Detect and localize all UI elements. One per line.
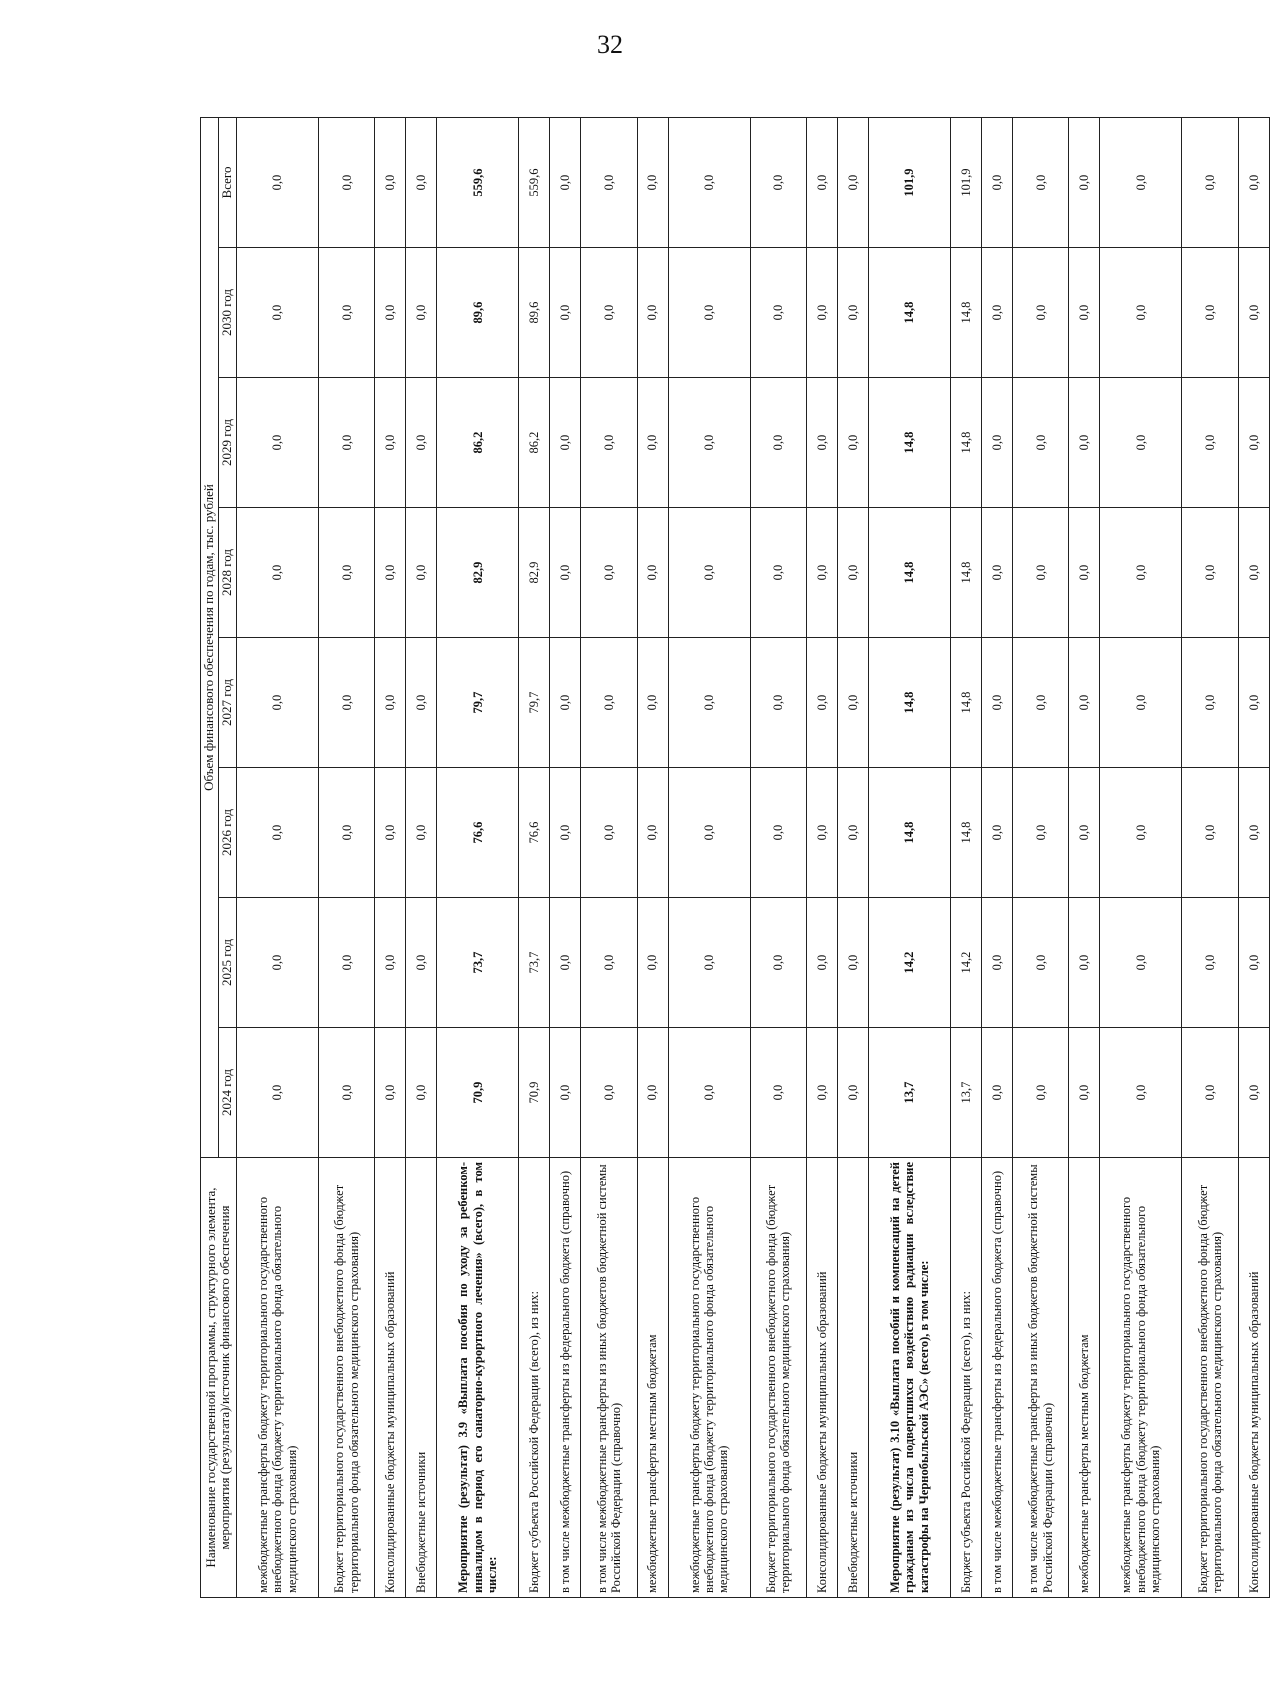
row-value: 0,0	[406, 248, 437, 378]
row-value: 0,0	[838, 248, 869, 378]
row-value: 0,0	[1238, 1028, 1269, 1158]
row-value: 76,6	[519, 768, 550, 898]
row-value: 0,0	[1069, 768, 1100, 898]
row-value: 82,9	[437, 508, 519, 638]
row-value: 82,9	[519, 508, 550, 638]
header-year-6: 2030 год	[218, 248, 236, 378]
row-value: 0,0	[668, 898, 750, 1028]
row-value: 101,9	[951, 117, 982, 247]
header-year-3: 2027 год	[218, 638, 236, 768]
row-value: 70,9	[437, 1028, 519, 1158]
header-year-5: 2029 год	[218, 378, 236, 508]
row-value: 14,8	[951, 378, 982, 508]
row-value: 0,0	[750, 117, 807, 247]
row-value: 0,0	[750, 638, 807, 768]
row-value: 0,0	[1012, 1028, 1069, 1158]
row-label: Бюджет субъекта Российской Федерации (всего), из них:	[951, 1158, 982, 1598]
row-value: 0,0	[375, 898, 406, 1028]
row-value: 89,6	[519, 248, 550, 378]
row-value: 0,0	[668, 248, 750, 378]
row-label: Мероприятие (результат) 3.10 «Выплата пособий и компенсаций на детей гражданам из числа подвергшихся воздействию радиации вследствие катастрофы на Чернобыльской АЭС» (всего), в том числе:	[869, 1158, 951, 1598]
row-value: 0,0	[807, 768, 838, 898]
row-value: 0,0	[807, 1028, 838, 1158]
table-row	[869, 117, 951, 1597]
row-value: 0,0	[375, 508, 406, 638]
row-label: Бюджет субъекта Российской Федерации (всего), из них:	[519, 1158, 550, 1598]
row-value: 73,7	[437, 898, 519, 1028]
row-value: 0,0	[236, 508, 318, 638]
row-value: 0,0	[550, 508, 581, 638]
row-value: 0,0	[318, 1028, 375, 1158]
table-row	[1069, 117, 1100, 1597]
row-value: 0,0	[1012, 508, 1069, 638]
row-value: 14,8	[869, 378, 951, 508]
table-row	[550, 117, 581, 1597]
row-value: 14,2	[951, 898, 982, 1028]
row-label: в том числе межбюджетные трансферты из иных бюджетов бюджетной системы Российской Федерации (справочно)	[1012, 1158, 1069, 1598]
row-value: 0,0	[982, 898, 1013, 1028]
row-value: 0,0	[1238, 898, 1269, 1028]
row-label: межбюджетные трансферты бюджету территориального государственного внебюджетного фонда (бюджету территориального фонда обязательного медицинского страхования)	[1100, 1158, 1182, 1598]
rotated-table-frame	[200, 118, 1270, 1598]
row-value: 0,0	[1069, 898, 1100, 1028]
row-value: 0,0	[637, 768, 668, 898]
row-value: 0,0	[550, 898, 581, 1028]
row-value: 0,0	[236, 898, 318, 1028]
row-value: 0,0	[318, 638, 375, 768]
row-value: 0,0	[668, 378, 750, 508]
header-row-top	[201, 117, 219, 1597]
row-value: 0,0	[637, 378, 668, 508]
row-value: 559,6	[437, 117, 519, 247]
row-value: 0,0	[550, 638, 581, 768]
row-value: 86,2	[437, 378, 519, 508]
row-value: 0,0	[1182, 638, 1239, 768]
row-value: 0,0	[838, 117, 869, 247]
row-value: 0,0	[1069, 117, 1100, 247]
table-row	[375, 117, 406, 1597]
row-label: межбюджетные трансферты местным бюджетам	[637, 1158, 668, 1598]
row-label: Бюджет территориального государственного внебюджетного фонда (бюджет территориального фонда обязательного медицинского страхования)	[318, 1158, 375, 1598]
row-label: Консолидированные бюджеты муниципальных образований	[375, 1158, 406, 1598]
table-body	[236, 117, 1269, 1597]
row-value: 0,0	[982, 768, 1013, 898]
row-value: 0,0	[1069, 248, 1100, 378]
row-value: 0,0	[406, 117, 437, 247]
row-value: 0,0	[1012, 768, 1069, 898]
row-value: 0,0	[581, 378, 638, 508]
row-value: 0,0	[1012, 638, 1069, 768]
row-value: 0,0	[375, 768, 406, 898]
row-value: 0,0	[750, 898, 807, 1028]
header-year-4: 2028 год	[218, 508, 236, 638]
table-row	[1012, 117, 1069, 1597]
row-value: 0,0	[838, 1028, 869, 1158]
row-value: 0,0	[838, 768, 869, 898]
row-value: 0,0	[1012, 378, 1069, 508]
row-label: Мероприятие (результат) 3.9 «Выплата пособия по уходу за ребенком-инвалидом в период его санаторно-курортного лечения» (всего), в том числе:	[437, 1158, 519, 1598]
table-row	[1100, 117, 1182, 1597]
row-value: 0,0	[668, 768, 750, 898]
row-value: 0,0	[1069, 508, 1100, 638]
row-value: 101,9	[869, 117, 951, 247]
row-value: 0,0	[807, 638, 838, 768]
row-value: 0,0	[807, 378, 838, 508]
row-label: межбюджетные трансферты бюджету территориального государственного внебюджетного фонда (бюджету территориального фонда обязательного медицинского страхования)	[668, 1158, 750, 1598]
row-value: 0,0	[581, 248, 638, 378]
row-value: 0,0	[1238, 117, 1269, 247]
table-row	[750, 117, 807, 1597]
row-value: 0,0	[750, 508, 807, 638]
financing-table	[200, 117, 1270, 1598]
row-value: 0,0	[318, 508, 375, 638]
row-value: 0,0	[406, 1028, 437, 1158]
row-value: 0,0	[406, 508, 437, 638]
row-value: 0,0	[668, 1028, 750, 1158]
row-value: 0,0	[668, 508, 750, 638]
header-group-title: Объем финансового обеспечения по годам, тыс. рублей	[201, 117, 219, 1157]
row-value: 0,0	[1100, 768, 1182, 898]
header-name-column: Наименование государственной программы, структурного элемента, мероприятия (результата)/источник финансового обеспечения	[201, 1158, 237, 1598]
row-value: 73,7	[519, 898, 550, 1028]
row-value: 14,8	[869, 508, 951, 638]
row-value: 559,6	[519, 117, 550, 247]
row-label: межбюджетные трансферты бюджету территориального государственного внебюджетного фонда (бюджету территориального фонда обязательного медицинского страхования)	[236, 1158, 318, 1598]
row-value: 0,0	[637, 508, 668, 638]
row-label: Внебюджетные источники	[406, 1158, 437, 1598]
row-value: 0,0	[318, 768, 375, 898]
row-value: 0,0	[1182, 508, 1239, 638]
row-value: 0,0	[637, 248, 668, 378]
table-row	[1238, 117, 1269, 1597]
row-value: 0,0	[838, 638, 869, 768]
row-value: 0,0	[236, 1028, 318, 1158]
row-value: 0,0	[581, 1028, 638, 1158]
row-value: 0,0	[637, 898, 668, 1028]
row-value: 0,0	[406, 638, 437, 768]
table-row	[236, 117, 318, 1597]
table-row	[668, 117, 750, 1597]
row-value: 13,7	[869, 1028, 951, 1158]
table-row	[1182, 117, 1239, 1597]
row-value: 0,0	[637, 638, 668, 768]
table-row	[318, 117, 375, 1597]
row-value: 0,0	[807, 248, 838, 378]
row-value: 0,0	[236, 248, 318, 378]
row-value: 0,0	[1100, 248, 1182, 378]
row-value: 0,0	[750, 378, 807, 508]
row-value: 0,0	[1238, 248, 1269, 378]
row-value: 0,0	[750, 1028, 807, 1158]
row-value: 0,0	[637, 1028, 668, 1158]
row-value: 0,0	[550, 1028, 581, 1158]
header-year-2: 2026 год	[218, 768, 236, 898]
row-value: 70,9	[519, 1028, 550, 1158]
table-row	[581, 117, 638, 1597]
row-label: Бюджет территориального государственного внебюджетного фонда (бюджет территориального фонда обязательного медицинского страхования)	[750, 1158, 807, 1598]
table-row	[519, 117, 550, 1597]
row-value: 14,8	[951, 248, 982, 378]
page-number: 32	[597, 30, 623, 59]
row-label: Бюджет территориального государственного внебюджетного фонда (бюджет территориального фонда обязательного медицинского страхования)	[1182, 1158, 1239, 1598]
row-value: 0,0	[1182, 117, 1239, 247]
row-value: 14,8	[869, 248, 951, 378]
row-label: Консолидированные бюджеты муниципальных образований	[1238, 1158, 1269, 1598]
row-value: 76,6	[437, 768, 519, 898]
row-value: 0,0	[318, 378, 375, 508]
table-row	[951, 117, 982, 1597]
row-value: 0,0	[550, 117, 581, 247]
row-value: 0,0	[581, 508, 638, 638]
row-value: 14,8	[951, 638, 982, 768]
row-value: 0,0	[581, 638, 638, 768]
row-value: 0,0	[1182, 1028, 1239, 1158]
row-value: 0,0	[375, 117, 406, 247]
row-value: 0,0	[1100, 508, 1182, 638]
row-value: 0,0	[1069, 638, 1100, 768]
table-row	[982, 117, 1013, 1597]
row-label: Консолидированные бюджеты муниципальных образований	[807, 1158, 838, 1598]
table-row	[437, 117, 519, 1597]
table-row	[406, 117, 437, 1597]
row-value: 0,0	[982, 248, 1013, 378]
row-value: 0,0	[375, 378, 406, 508]
row-value: 0,0	[982, 1028, 1013, 1158]
row-value: 0,0	[750, 248, 807, 378]
row-value: 0,0	[318, 117, 375, 247]
row-value: 0,0	[1100, 378, 1182, 508]
row-value: 0,0	[581, 117, 638, 247]
row-value: 0,0	[807, 508, 838, 638]
row-value: 0,0	[550, 248, 581, 378]
row-value: 0,0	[581, 898, 638, 1028]
row-value: 0,0	[807, 117, 838, 247]
row-value: 0,0	[581, 768, 638, 898]
row-value: 0,0	[1069, 378, 1100, 508]
row-value: 0,0	[236, 638, 318, 768]
row-value: 0,0	[982, 638, 1013, 768]
row-value: 13,7	[951, 1028, 982, 1158]
row-value: 0,0	[1100, 898, 1182, 1028]
row-value: 0,0	[406, 768, 437, 898]
row-label: межбюджетные трансферты местным бюджетам	[1069, 1158, 1100, 1598]
row-value: 0,0	[1238, 378, 1269, 508]
row-value: 14,8	[869, 768, 951, 898]
row-value: 0,0	[838, 898, 869, 1028]
row-value: 14,8	[951, 508, 982, 638]
row-value: 89,6	[437, 248, 519, 378]
row-value: 0,0	[1100, 117, 1182, 247]
row-value: 0,0	[1182, 898, 1239, 1028]
row-value: 79,7	[437, 638, 519, 768]
row-label: в том числе межбюджетные трансферты из федерального бюджета (справочно)	[550, 1158, 581, 1598]
row-value: 0,0	[1012, 248, 1069, 378]
header-year-1: 2025 год	[218, 898, 236, 1028]
header-year-7: Всего	[218, 117, 236, 247]
row-value: 0,0	[375, 1028, 406, 1158]
row-value: 0,0	[807, 898, 838, 1028]
row-label: Внебюджетные источники	[838, 1158, 869, 1598]
row-value: 0,0	[1069, 1028, 1100, 1158]
row-label: в том числе межбюджетные трансферты из иных бюджетов бюджетной системы Российской Федерации (справочно)	[581, 1158, 638, 1598]
row-value: 0,0	[318, 898, 375, 1028]
row-value: 0,0	[236, 117, 318, 247]
row-value: 0,0	[637, 117, 668, 247]
row-value: 0,0	[236, 768, 318, 898]
row-value: 0,0	[750, 768, 807, 898]
row-value: 0,0	[982, 117, 1013, 247]
row-value: 0,0	[375, 638, 406, 768]
row-value: 79,7	[519, 638, 550, 768]
row-value: 14,2	[869, 898, 951, 1028]
row-value: 0,0	[838, 378, 869, 508]
row-value: 14,8	[951, 768, 982, 898]
row-value: 0,0	[1100, 1028, 1182, 1158]
row-value: 14,8	[869, 638, 951, 768]
row-value: 0,0	[550, 378, 581, 508]
table-header	[201, 117, 237, 1597]
row-value: 0,0	[982, 378, 1013, 508]
row-value: 0,0	[406, 378, 437, 508]
table-row	[838, 117, 869, 1597]
row-value: 0,0	[1012, 117, 1069, 247]
row-value: 0,0	[1012, 898, 1069, 1028]
row-value: 0,0	[406, 898, 437, 1028]
header-year-0: 2024 год	[218, 1028, 236, 1158]
row-value: 0,0	[1182, 248, 1239, 378]
row-label: в том числе межбюджетные трансферты из федерального бюджета (справочно)	[982, 1158, 1013, 1598]
row-value: 0,0	[1238, 508, 1269, 638]
row-value: 0,0	[236, 378, 318, 508]
row-value: 0,0	[1100, 638, 1182, 768]
row-value: 0,0	[1238, 768, 1269, 898]
row-value: 0,0	[668, 117, 750, 247]
row-value: 0,0	[982, 508, 1013, 638]
row-value: 0,0	[668, 638, 750, 768]
row-value: 0,0	[375, 248, 406, 378]
row-value: 0,0	[550, 768, 581, 898]
row-value: 0,0	[1238, 638, 1269, 768]
row-value: 0,0	[838, 508, 869, 638]
row-value: 0,0	[1182, 768, 1239, 898]
row-value: 86,2	[519, 378, 550, 508]
row-value: 0,0	[318, 248, 375, 378]
table-row	[637, 117, 668, 1597]
row-value: 0,0	[1182, 378, 1239, 508]
table-row	[807, 117, 838, 1597]
financing-table-container	[200, 118, 1270, 1598]
